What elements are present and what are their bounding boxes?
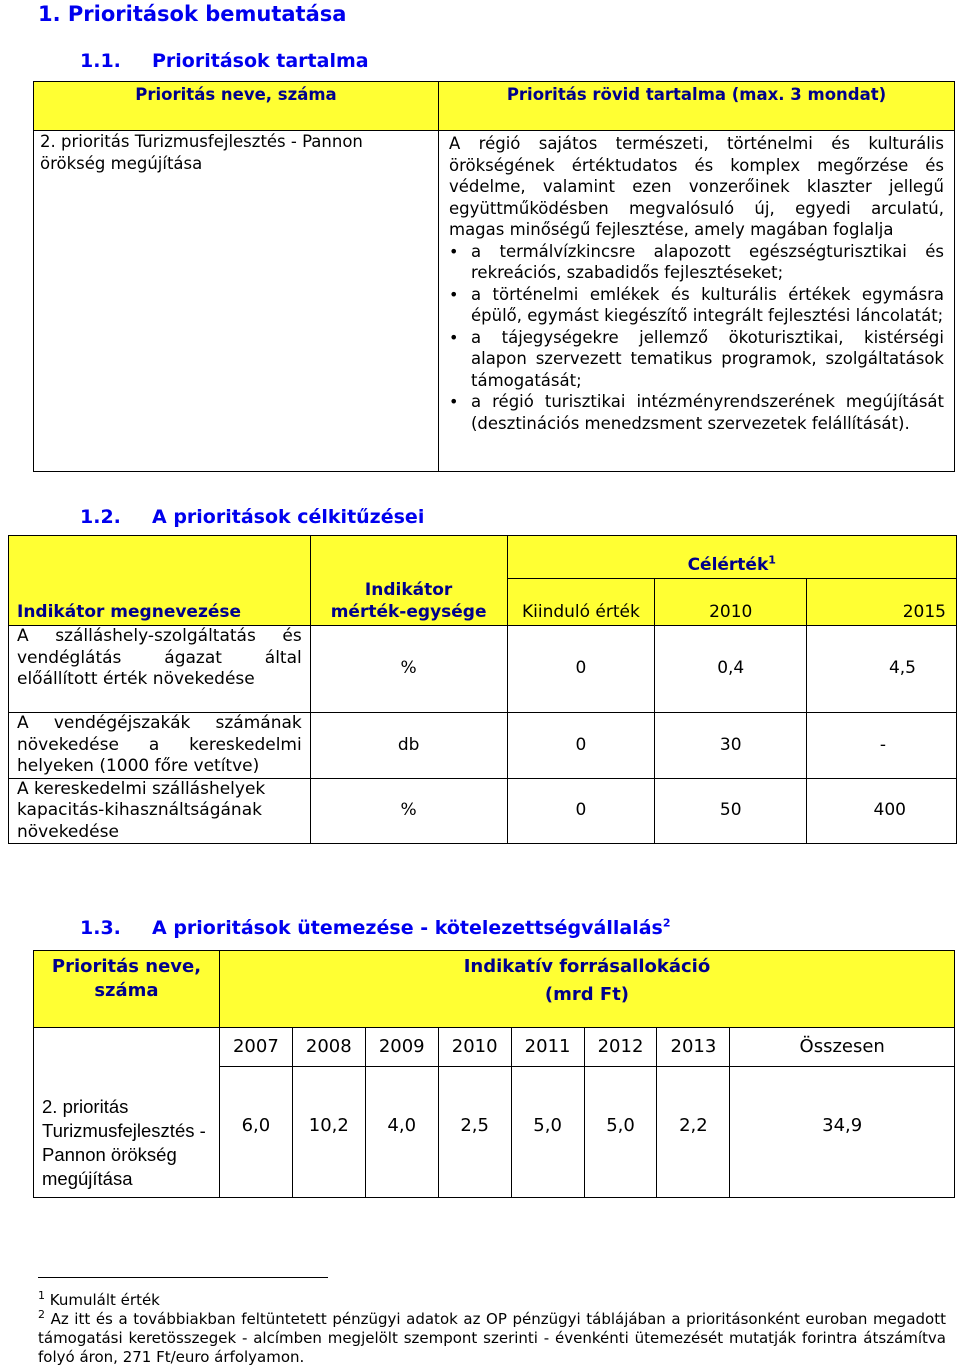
section-title: A prioritások ütemezése - kötelezettségvállalás xyxy=(152,917,663,939)
footnote-text: Kumulált érték xyxy=(49,1291,160,1309)
alloc-value: 5,0 xyxy=(511,1067,584,1198)
alloc-header-line1: Indikatív forrásallokáció xyxy=(463,956,711,977)
indicator-row xyxy=(9,778,957,844)
bullet-item: • a régió turisztikai intézményrendszerének megújítását (desztinációs menedzsment szervezetek felállítását). xyxy=(471,391,944,434)
base-value-header: Kiinduló érték xyxy=(507,579,655,626)
indicator-name: A szálláshely-szolgáltatás és vendéglátás ágazat által előállított érték növekedése xyxy=(9,626,311,713)
alloc-value: 5,0 xyxy=(584,1067,657,1198)
indicator-unit: % xyxy=(310,626,507,713)
alloc-year: 2011 xyxy=(511,1028,584,1067)
target-value-header xyxy=(507,536,957,579)
section-heading-1-2 xyxy=(80,506,424,528)
priority-summary-header: Prioritás rövid tartalma (max. 3 mondat) xyxy=(439,82,955,131)
indicator-name-header: Indikátor megnevezése xyxy=(17,601,242,622)
indicator-table xyxy=(8,535,957,844)
footnote-1 xyxy=(38,1291,946,1310)
alloc-total-header: Összesen xyxy=(730,1028,955,1067)
section-heading-1-3 xyxy=(80,917,671,939)
indicator-2010: 0,4 xyxy=(655,626,807,713)
alloc-year: 2012 xyxy=(584,1028,657,1067)
alloc-priority-header: Prioritás neve, száma xyxy=(34,951,220,1028)
indicator-2015: 400 xyxy=(807,778,957,844)
section-heading-1-1 xyxy=(80,50,369,72)
alloc-priority-name: 2. prioritás Turizmusfejlesztés - Pannon örökség megújítása xyxy=(34,1028,220,1198)
allocation-table xyxy=(33,950,955,1198)
indicator-name: A vendégéjszakák számának növekedése a kereskedelmi helyeken (1000 főre vetítve) xyxy=(9,713,311,779)
indicator-2015: - xyxy=(807,713,957,779)
footnote-ref-1: 1 xyxy=(768,552,776,566)
footnote-separator xyxy=(38,1277,328,1278)
section-number: 1.2. xyxy=(80,506,121,528)
alloc-year: 2008 xyxy=(292,1028,365,1067)
alloc-year: 2007 xyxy=(219,1028,292,1067)
bullet-item: • a tájegységekre jellemző ökoturisztikai, kistérségi alapon szervezett tematikus programok, szolgáltatások támogatását; xyxy=(471,327,944,392)
indicator-base: 0 xyxy=(507,626,655,713)
footnote-ref-2: 2 xyxy=(662,916,671,930)
year-2015-header: 2015 xyxy=(807,579,957,626)
indicator-base: 0 xyxy=(507,713,655,779)
footnote-text: Az itt és a továbbiakban feltüntetett pénzügyi adatok az OP pénzügyi táblájában a prioritásonként euroban megadott támogatási keretösszegek - alcímben megjelölt szempont szerinti - évenkénti ütemezését mutatják forintra átszámítva folyó áron, 271 Ft/euro árfolyamon. xyxy=(38,1310,946,1366)
footnote-mark: 2 xyxy=(38,1308,45,1321)
indicator-row xyxy=(9,626,957,713)
section-number: 1.1. xyxy=(80,50,121,72)
alloc-value: 10,2 xyxy=(292,1067,365,1198)
section-title: A prioritások célkitűzései xyxy=(152,506,425,528)
year-2010-header: 2010 xyxy=(655,579,807,626)
alloc-value: 4,0 xyxy=(365,1067,438,1198)
target-value-label: Célérték xyxy=(687,554,769,575)
section-number: 1.3. xyxy=(80,917,121,939)
indicator-unit-header-line2: mérték-egysége xyxy=(330,601,487,622)
priority-bullet-list xyxy=(449,241,944,435)
alloc-value: 6,0 xyxy=(219,1067,292,1198)
footnote-mark: 1 xyxy=(38,1289,45,1302)
alloc-value: 2,5 xyxy=(438,1067,511,1198)
alloc-header-line2: (mrd Ft) xyxy=(544,984,630,1005)
indicator-base: 0 xyxy=(507,778,655,844)
priority-summary-cell xyxy=(439,131,955,472)
bullet-item: • a történelmi emlékek és kulturális értékek egymásra épülő, egymást kiegészítő integrált fejlesztési láncolatát; xyxy=(471,284,944,327)
alloc-total-value: 34,9 xyxy=(730,1067,955,1198)
indicator-unit-header-line1: Indikátor xyxy=(364,580,453,600)
alloc-year: 2010 xyxy=(438,1028,511,1067)
alloc-value: 2,2 xyxy=(657,1067,730,1198)
indicator-unit: db xyxy=(310,713,507,779)
indicator-2010: 30 xyxy=(655,713,807,779)
main-heading: 1. Prioritások bemutatása xyxy=(38,2,347,26)
indicator-row xyxy=(9,713,957,779)
indicator-unit: % xyxy=(310,778,507,844)
indicator-2015: 4,5 xyxy=(807,626,957,713)
bullet-item: • a termálvízkincsre alapozott egészségturisztikai és rekreációs, szabadidős fejlesztéseket; xyxy=(471,241,944,284)
priority-summary-text: A régió sajátos természeti, történelmi és kulturális örökségének értéktudatos és komplex megőrzése és védelme, valamint ezen vonzerőinek klaszter jellegű együttműködésben megvalósuló új, egyedi arculatú, magas minőségű fejlesztése, amely magában foglalja xyxy=(449,134,944,239)
priority-name-cell: 2. prioritás Turizmusfejlesztés - Pannon örökség megújítása xyxy=(34,131,439,472)
indicator-2010: 50 xyxy=(655,778,807,844)
section-title: Prioritások tartalma xyxy=(152,50,369,72)
footnote-2 xyxy=(38,1310,946,1367)
alloc-year: 2009 xyxy=(365,1028,438,1067)
priority-name-header: Prioritás neve, száma xyxy=(34,82,439,131)
priority-content-table xyxy=(33,81,955,472)
alloc-year: 2013 xyxy=(657,1028,730,1067)
indicator-name: A kereskedelmi szálláshelyek kapacitás-kihasználtságának növekedése xyxy=(9,778,311,844)
